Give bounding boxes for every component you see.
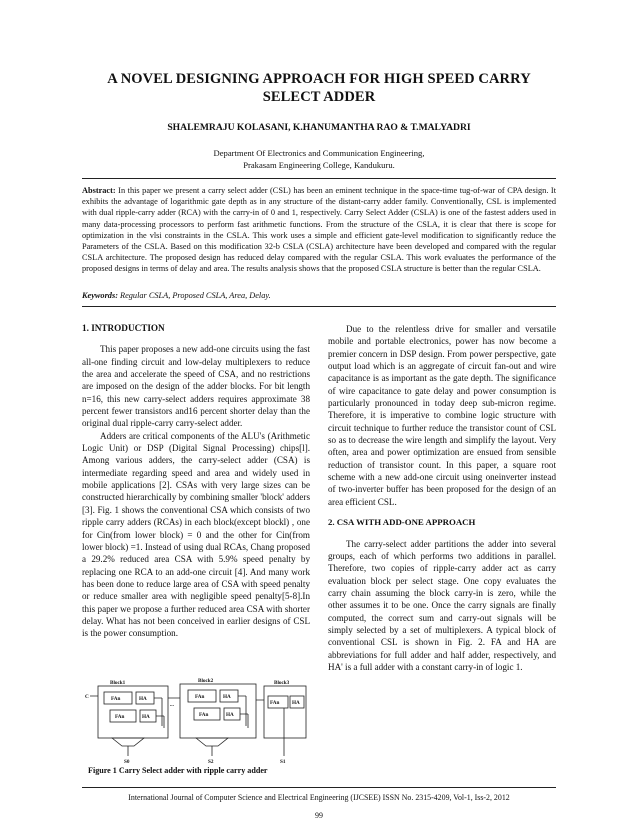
right-paragraph-2: The carry-select adder partitions the adder into several groups, each of which performs two additions in parallel. Therefore, two copies of ripple-carry adder act as carry evaluation block per select stage. One copy evaluates the carry chain assuming the block carry-in is zero, while the other assumes it to be one. Once the carry signals are finally computed, the correct sum and carry-out signals will be simply selected by a set of multiplexers. A typical block of conventional CSL is shown in Fig. 2. FA and HA are abbreviations for full adder and half adder, respectively, and HA' is a full adder with a constant carry-in of logic 1. [328,538,556,672]
block-1-fa2-label: FAn [115,714,125,720]
block-3-fa-label: FAn [270,700,280,706]
block-2-label: Block2 [198,678,214,684]
abstract-label: Abstract: [82,186,116,195]
right-paragraph-1: Due to the relentless drive for smaller and versatile mobile and portable electronics, power has now become a premier concern in DSP design. From power perspective, gate output load which is an aggregate of circuit fan-out and wire capacitance is as important as the gate depth. The significance of wire capacitance to gate delay and power consumption is particularly pronounced in today deep sub-micron regime. Therefore, it is imperative to combine logic structure with circuit technique to further reduce the transistor count of CSL so as to decrease the wire length and simplify the layout. Very often, area and power optimization are ensued from sensible reduction of transistor count. In this paper, a square root scheme with a new add-one circuit using oneinverter instead of two-inverter buffer has been proposed for the design of an area efficient CSL. [328,324,556,507]
paper-title [60,70,578,106]
s0-label: S0 [124,759,130,765]
footer-divider [82,787,556,788]
block-1-ha-label: HA [139,696,147,702]
block-2-ha2-label: HA [226,712,234,718]
block-2-fa2-label: FAn [199,712,209,718]
block-1 [98,686,168,738]
block-2 [180,684,256,738]
intro-paragraph-1: This paper proposes a new add-one circuits using the fast all-one finding circuit and low-delay multiplexers to reduce the area and accelerate the speed of CSA, and no restrictions are imposed on the design of the adder blocks. For bit length n=16, this new carry-select adders requires approximate 38 percent fewer transistors and16 percent shorter delay than the original dual ripple-carry carry-select adder. [82,344,310,429]
affiliation-line-1: Department Of Electronics and Communication Engineering, [213,148,425,158]
section-2-number: 2. CSA [328,517,357,528]
block-1-label: Block1 [110,680,126,686]
figure-1-diagram [84,676,310,766]
journal-footer: International Journal of Computer Science and Electrical Engineering (IJCSEE) ISSN No. 2315-4209, Vol-1, Iss-2, 2012 [128,793,510,802]
left-column [82,322,310,640]
keywords-text: Regular CSLA, Proposed CSLA, Area, Delay. [117,291,271,300]
title-line-2: SELECT ADDER [262,89,376,105]
keywords [82,291,556,300]
title-line-1: A NOVEL DESIGNING APPROACH FOR HIGH SPEED CARRY [107,71,531,87]
block-1-mux [112,738,144,746]
block-3 [264,686,306,738]
s1-label: S1 [280,759,286,765]
block-1-ha2-label: HA [142,714,150,720]
block-3-label: Block3 [274,680,290,686]
top-divider [82,178,556,179]
section-1-heading: 1. INTRODUCTION [82,323,165,333]
authors: SHALEMRAJU KOLASANI, K.HANUMANTHA RAO & T.MALYADRI [167,122,471,133]
block-2-ha-label: HA [223,694,231,700]
affiliation [60,147,578,171]
section-2-title: WITH ADD-ONE APPROACH [356,517,476,528]
carry-in-label: C [85,694,89,700]
block-1-fa-label: FAn [111,696,121,702]
block-2-mux [196,738,228,746]
keywords-label: Keywords: [82,291,118,300]
abstract [82,185,556,275]
page-number: 99 [315,811,323,820]
affiliation-line-2: Prakasam Engineering College, Kandukuru. [243,160,395,170]
ellipsis-label: ... [170,702,174,708]
intro-paragraph-2: Adders are critical components of the ALU's (Arithmetic Logic Unit) or DSP (Digital Signal Processing) chips[l]. Among various adders, the carry-select adder (CSA) is intermediate regarding speed and area and widely used in mobile applications [2]. CSAs with very large sizes can be constructed hierarchically by combining smaller 'block' adders [3]. Fig. 1 shows the conventional CSA which consists of two ripple carry adders (RCAs) in each block(except blockl) , one for Cin(from lower block) = 0 and the other for Cin(from lower block) =1. Instead of using dual RCAs, Chang proposed a 29.2% reduced area CSA with 5.9% speed penalty by replacing one RCA to an add-one circuit [4]. And many work has been done to reduce large area of CSA with speed penalty or reduce smaller area with negligible speed penalty[5-8].In this paper we propose a further reduced area CSA with shorter delay. What has not been conceived in earlier designs of CSL is the power consumption. [82,430,310,639]
block-3-ha-label: HA [292,700,300,706]
abstract-text: In this paper we present a carry select adder (CSL) has been an eminent technique in the space-time tug-of-war of CPA design. It exhibits the advantage of logarithmic gate depth as in any structure of the distant-carry adder family. Conventionally, CSL is implemented with dual ripple-carry adder (RCA) with the carry-in of 0 and 1, respectively. Carry Select Adder (CSLA) is one of the fastest adders used in many data-processing processors to perform fast arithmetic functions. From the structure of the CSLA, it is clear that there is scope for optimization in the vlsi constraints in the CSLA. This work uses a simple and efficient gate-level modification to significantly reduce the Parameters of the CSLA. Based on this modification 32-b CSLA (CSLA) architecture have been developed and compared with the regular CSLA architecture. The proposed design has reduced delay compared with the regular CSLA. This work evaluates the performance of the proposed designs in terms of delay and area. The results analysis shows that the proposed CSLA structure is better than the regular CSLA. [82,186,556,274]
figure-caption: Figure 1 Carry Select adder with ripple carry adder [88,766,268,775]
right-column [328,323,556,673]
bottom-divider [82,306,556,307]
section-2-heading [328,516,556,528]
s2-label: S2 [208,759,214,765]
block-2-fa-label: FAn [195,694,205,700]
